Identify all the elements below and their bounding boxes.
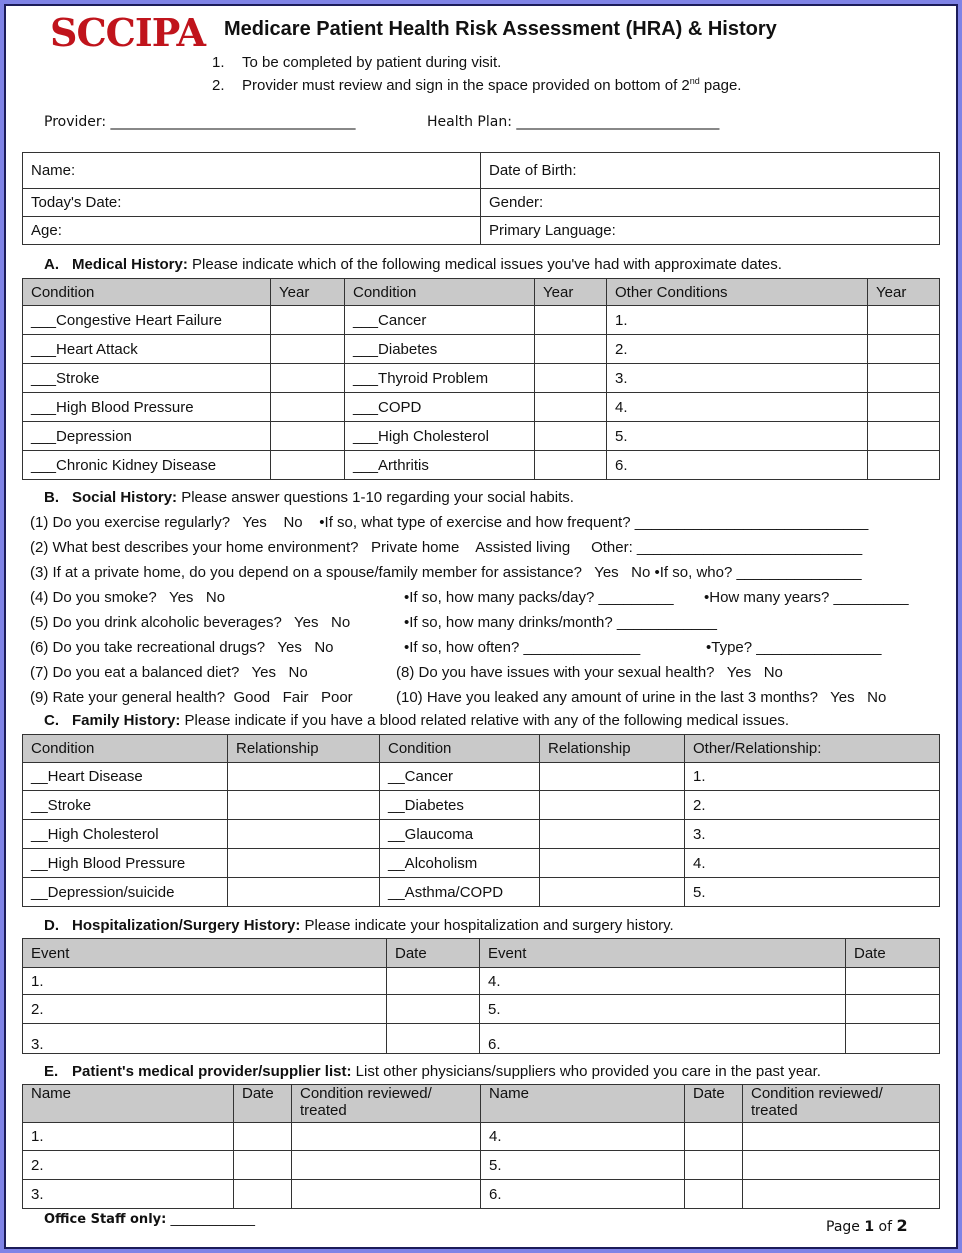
event-cell[interactable]: 1.	[23, 968, 387, 995]
dob-field[interactable]: Date of Birth:	[481, 153, 940, 189]
date-cell[interactable]	[846, 1024, 940, 1054]
col-header: Event	[480, 939, 846, 968]
condition-cell[interactable]	[743, 1180, 940, 1209]
question-4[interactable]: (4) Do you smoke? Yes No	[30, 589, 226, 606]
table-row	[23, 422, 940, 451]
date-cell[interactable]	[387, 995, 480, 1024]
col-header: Year	[535, 279, 607, 306]
condition-cell[interactable]: __Glaucoma	[380, 820, 540, 849]
condition-cell[interactable]: ___Stroke	[23, 364, 271, 393]
condition-cell[interactable]	[292, 1123, 481, 1151]
col-header: Date	[685, 1085, 743, 1123]
col-header: Condition	[380, 735, 540, 763]
name-cell[interactable]: 4.	[481, 1123, 685, 1151]
year-cell[interactable]	[535, 335, 607, 364]
other-condition-cell[interactable]: 1.	[607, 306, 868, 335]
condition-cell[interactable]: __Asthma/COPD	[380, 878, 540, 907]
page-1	[6, 6, 956, 1247]
relationship-cell[interactable]	[228, 849, 380, 878]
event-cell[interactable]: 3.	[23, 1024, 387, 1054]
table-row	[23, 820, 940, 849]
document-frame	[4, 4, 958, 1249]
date-cell[interactable]	[387, 1024, 480, 1054]
year-cell[interactable]	[271, 335, 345, 364]
question-7[interactable]: (7) Do you eat a balanced diet? Yes No	[30, 664, 308, 681]
section-e-heading: E. Patient's medical provider/supplier list: List other physicians/suppliers who provided you care in the past year.	[44, 1063, 821, 1080]
medical-history-table	[22, 278, 940, 480]
year-cell[interactable]	[868, 306, 940, 335]
date-cell[interactable]	[685, 1151, 743, 1180]
col-header: Name	[481, 1085, 685, 1123]
relationship-cell[interactable]	[228, 878, 380, 907]
year-cell[interactable]	[868, 451, 940, 480]
relationship-cell[interactable]	[540, 878, 685, 907]
date-cell[interactable]	[234, 1151, 292, 1180]
year-cell[interactable]	[271, 393, 345, 422]
provider-supplier-table	[22, 1084, 940, 1209]
instruction-2: 2. Provider must review and sign in the space provided on bottom of 2nd page.	[212, 76, 742, 94]
relationship-cell[interactable]	[228, 820, 380, 849]
date-cell[interactable]	[846, 968, 940, 995]
condition-cell[interactable]: __Heart Disease	[23, 763, 228, 791]
relationship-cell[interactable]	[540, 763, 685, 791]
year-cell[interactable]	[535, 422, 607, 451]
year-cell[interactable]	[868, 364, 940, 393]
date-cell[interactable]	[234, 1123, 292, 1151]
col-header: Name	[23, 1085, 234, 1123]
question-3[interactable]: (3) If at a private home, do you depend on a spouse/family member for assistance? Yes No •If so, who? _______________	[30, 564, 862, 581]
condition-cell[interactable]: ___Arthritis	[345, 451, 535, 480]
table-row	[23, 306, 940, 335]
col-header: Other/Relationship:	[685, 735, 940, 763]
provider-field[interactable]: Provider: ___________________________________	[44, 114, 356, 130]
condition-cell[interactable]: __High Cholesterol	[23, 820, 228, 849]
year-cell[interactable]	[271, 306, 345, 335]
col-header: Event	[23, 939, 387, 968]
name-cell[interactable]: 5.	[481, 1151, 685, 1180]
age-field[interactable]: Age:	[23, 217, 481, 245]
other-condition-cell[interactable]: 3.	[607, 364, 868, 393]
event-cell[interactable]: 4.	[480, 968, 846, 995]
instruction-1: 1. To be completed by patient during visit.	[212, 54, 502, 71]
question-6-type[interactable]: •Type? _______________	[706, 639, 882, 656]
condition-cell[interactable]: __Depression/suicide	[23, 878, 228, 907]
question-6[interactable]: (6) Do you take recreational drugs? Yes No	[30, 639, 334, 656]
other-relationship-cell[interactable]: 2.	[685, 791, 940, 820]
section-c-heading: C. Family History: Please indicate if you have a blood related relative with any of the following medical issues.	[44, 712, 790, 729]
col-header: Condition	[345, 279, 535, 306]
question-9[interactable]: (9) Rate your general health? Good Fair Poor	[30, 689, 353, 706]
question-1[interactable]: (1) Do you exercise regularly? Yes No •If so, what type of exercise and how frequent? ____________________________	[30, 514, 869, 531]
relationship-cell[interactable]	[540, 820, 685, 849]
col-header: Condition reviewed/ treated	[292, 1085, 481, 1123]
year-cell[interactable]	[271, 364, 345, 393]
table-row	[23, 968, 940, 995]
year-cell[interactable]	[535, 306, 607, 335]
event-cell[interactable]: 5.	[480, 995, 846, 1024]
col-header: Date	[387, 939, 480, 968]
col-header: Year	[868, 279, 940, 306]
year-cell[interactable]	[535, 393, 607, 422]
col-header: Condition reviewed/ treated	[743, 1085, 940, 1123]
col-header: Date	[846, 939, 940, 968]
relationship-cell[interactable]	[540, 849, 685, 878]
col-header: Other Conditions	[607, 279, 868, 306]
table-row	[23, 1151, 940, 1180]
question-4-years[interactable]: •How many years? _________	[704, 589, 909, 606]
condition-cell[interactable]: ___High Cholesterol	[345, 422, 535, 451]
relationship-cell[interactable]	[228, 763, 380, 791]
question-4-packs[interactable]: •If so, how many packs/day? _________	[404, 589, 674, 606]
condition-cell[interactable]: __Stroke	[23, 791, 228, 820]
other-condition-cell[interactable]: 6.	[607, 451, 868, 480]
todays-date-field[interactable]: Today's Date:	[23, 189, 481, 217]
table-row	[23, 335, 940, 364]
question-5-drinks[interactable]: •If so, how many drinks/month? ____________	[404, 614, 717, 631]
col-header: Relationship	[540, 735, 685, 763]
table-row	[23, 878, 940, 907]
condition-cell[interactable]: ___Chronic Kidney Disease	[23, 451, 271, 480]
col-header: Condition	[23, 279, 271, 306]
name-cell[interactable]: 3.	[23, 1180, 234, 1209]
condition-cell[interactable]	[743, 1123, 940, 1151]
table-row	[23, 451, 940, 480]
condition-cell[interactable]: ___Congestive Heart Failure	[23, 306, 271, 335]
section-b-heading: B. Social History: Please answer questions 1-10 regarding your social habits.	[44, 489, 574, 506]
health-plan-field[interactable]: Health Plan: _____________________________	[427, 114, 720, 130]
condition-cell[interactable]: __Alcoholism	[380, 849, 540, 878]
table-row	[23, 364, 940, 393]
sccipa-logo: SCCIPA	[50, 10, 205, 55]
condition-cell[interactable]	[292, 1180, 481, 1209]
other-condition-cell[interactable]: 5.	[607, 422, 868, 451]
table-row	[23, 1024, 940, 1054]
condition-cell[interactable]: __Cancer	[380, 763, 540, 791]
condition-cell[interactable]: ___Heart Attack	[23, 335, 271, 364]
year-cell[interactable]	[271, 422, 345, 451]
date-cell[interactable]	[387, 968, 480, 995]
year-cell[interactable]	[868, 335, 940, 364]
name-cell[interactable]: 1.	[23, 1123, 234, 1151]
name-cell[interactable]: 6.	[481, 1180, 685, 1209]
year-cell[interactable]	[271, 451, 345, 480]
other-condition-cell[interactable]: 4.	[607, 393, 868, 422]
condition-cell[interactable]: ___High Blood Pressure	[23, 393, 271, 422]
condition-cell[interactable]: ___Cancer	[345, 306, 535, 335]
condition-cell[interactable]: ___Depression	[23, 422, 271, 451]
other-condition-cell[interactable]: 2.	[607, 335, 868, 364]
year-cell[interactable]	[535, 451, 607, 480]
table-row	[23, 791, 940, 820]
name-field[interactable]: Name:	[23, 153, 481, 189]
office-staff-field[interactable]: Office Staff only: _____________	[44, 1212, 255, 1227]
page-title: Medicare Patient Health Risk Assessment (HRA) & History	[224, 18, 777, 40]
demographics-table	[22, 152, 940, 245]
question-5[interactable]: (5) Do you drink alcoholic beverages? Yes No	[30, 614, 351, 631]
col-header: Date	[234, 1085, 292, 1123]
table-row	[23, 849, 940, 878]
section-a-heading: A. Medical History: Please indicate which of the following medical issues you've had with approximate dates.	[44, 256, 782, 273]
date-cell[interactable]	[234, 1180, 292, 1209]
table-row	[23, 763, 940, 791]
date-cell[interactable]	[685, 1123, 743, 1151]
relationship-cell[interactable]	[540, 791, 685, 820]
col-header: Condition	[23, 735, 228, 763]
event-cell[interactable]: 2.	[23, 995, 387, 1024]
table-row	[23, 1180, 940, 1209]
gender-field[interactable]: Gender:	[481, 189, 940, 217]
question-10[interactable]: (10) Have you leaked any amount of urine in the last 3 months? Yes No	[396, 689, 887, 706]
question-6-often[interactable]: •If so, how often? ______________	[404, 639, 641, 656]
table-row	[23, 393, 940, 422]
table-row	[23, 1123, 940, 1151]
other-relationship-cell[interactable]: 1.	[685, 763, 940, 791]
family-history-table	[22, 734, 940, 907]
question-8[interactable]: (8) Do you have issues with your sexual health? Yes No	[396, 664, 783, 681]
col-header: Relationship	[228, 735, 380, 763]
other-relationship-cell[interactable]: 4.	[685, 849, 940, 878]
condition-cell[interactable]: ___Thyroid Problem	[345, 364, 535, 393]
other-relationship-cell[interactable]: 3.	[685, 820, 940, 849]
year-cell[interactable]	[535, 364, 607, 393]
condition-cell[interactable]: __Diabetes	[380, 791, 540, 820]
date-cell[interactable]	[846, 995, 940, 1024]
year-cell[interactable]	[868, 393, 940, 422]
event-cell[interactable]: 6.	[480, 1024, 846, 1054]
col-header: Year	[271, 279, 345, 306]
table-row	[23, 995, 940, 1024]
page-number: Page 1 of 2	[826, 1216, 908, 1235]
hospitalization-table	[22, 938, 940, 1054]
year-cell[interactable]	[868, 422, 940, 451]
primary-language-field[interactable]: Primary Language:	[481, 217, 940, 245]
relationship-cell[interactable]	[228, 791, 380, 820]
condition-cell[interactable]: ___COPD	[345, 393, 535, 422]
condition-cell[interactable]: __High Blood Pressure	[23, 849, 228, 878]
question-2[interactable]: (2) What best describes your home environment? Private home Assisted living Other: ___________________________	[30, 539, 863, 556]
other-relationship-cell[interactable]: 5.	[685, 878, 940, 907]
condition-cell[interactable]	[743, 1151, 940, 1180]
name-cell[interactable]: 2.	[23, 1151, 234, 1180]
date-cell[interactable]	[685, 1180, 743, 1209]
section-d-heading: D. Hospitalization/Surgery History: Please indicate your hospitalization and surgery history.	[44, 917, 674, 934]
condition-cell[interactable]: ___Diabetes	[345, 335, 535, 364]
condition-cell[interactable]	[292, 1151, 481, 1180]
